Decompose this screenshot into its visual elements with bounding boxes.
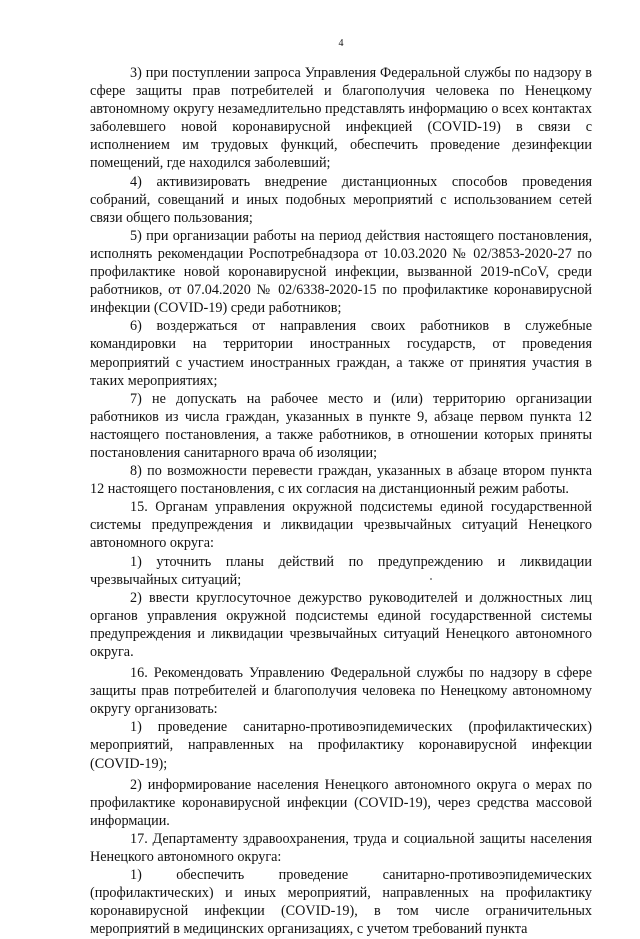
paragraph-14-3: 3) при поступлении запроса Управления Федеральной службы по надзору в сфере защиты прав потребителей и благополучия человека по Ненецкому автономному округу незамедлительно представлять информацию о всех контактах заболевшего новой коронавирусной инфекцией (COVID-19) в связи с исполнением им трудовых функций, обеспечить проведение дезинфекции помещений, где находился заболевший; xyxy=(90,65,592,172)
page-number: 4 xyxy=(338,38,344,49)
paragraph-14-5: 5) при организации работы на период действия настоящего постановления, исполнять рекомендации Роспотребнадзора от 10.03.2020 № 02/3853-2020-27 по профилактике новой коронавирусной инфекции, вызванной 2019-nCoV, среди работников, от 07.04.2020 № 02/6338-2020-15 по профилактике коронавирусной инфекции (COVID-19) среди работников; xyxy=(90,227,592,317)
paragraph-16-1: 1) проведение санитарно-противоэпидемических (профилактических) мероприятий, направленных на профилактику коронавирусной инфекции (COVID-19); xyxy=(90,719,592,772)
paragraph-16-2: 2) информирование населения Ненецкого автономного округа о мерах по профилактике коронавирусной инфекции (COVID-19), через средства массовой информации. xyxy=(90,776,592,829)
paragraph-16: 16. Рекомендовать Управлению Федеральной службы по надзору в сфере защиты прав потребителей и благополучия человека по Ненецкому автономному округу организовать: xyxy=(90,665,592,718)
paragraph-17: 17. Департаменту здравоохранения, труда и социальной защиты населения Ненецкого автономного округа: xyxy=(90,830,592,866)
document-page xyxy=(90,0,592,938)
paragraph-15: 15. Органам управления окружной подсистемы единой государственной системы предупреждения и ликвидации чрезвычайных ситуаций Ненецкого автономного округа: xyxy=(90,499,592,552)
scan-speck xyxy=(430,578,432,580)
paragraph-15-1: 1) уточнить планы действий по предупреждению и ликвидации чрезвычайных ситуаций; xyxy=(90,553,592,588)
paragraph-14-8: 8) по возможности перевести граждан, указанных в абзаце втором пункта 12 настоящего постановления, с их согласия на дистанционный режим работы. xyxy=(90,463,592,498)
document-body xyxy=(90,64,592,939)
paragraph-14-7: 7) не допускать на рабочее место и (или) территорию организации работников из числа граждан, указанных в пункте 9, абзаце первом пункта 12 настоящего постановления, а также работников, в отношении которых приняты постановления санитарного врача об изоляции; xyxy=(90,390,592,461)
paragraph-14-6: 6) воздержаться от направления своих работников в служебные командировки на территории иностранных государств, от проведения мероприятий с участием иностранных граждан, а также от принятия участия в таких мероприятиях; xyxy=(90,318,592,389)
paragraph-14-4: 4) активизировать внедрение дистанционных способов проведения собраний, совещаний и иных подобных мероприятий с использованием сетей связи общего пользования; xyxy=(90,173,592,226)
paragraph-15-2: 2) ввести круглосуточное дежурство руководителей и должностных лиц органов управления окружной подсистемы единой государственной системы предупреждения и ликвидации чрезвычайных ситуаций Ненецкого автономного округа. xyxy=(90,589,592,660)
paragraph-17-1: 1) обеспечить проведение санитарно-противоэпидемических (профилактических) и иных мероприятий, направленных на профилактику коронавирусной инфекции (COVID-19), в том числе ограничительных мероприятий в медицинских организациях, с учетом требований пункта xyxy=(90,867,592,938)
